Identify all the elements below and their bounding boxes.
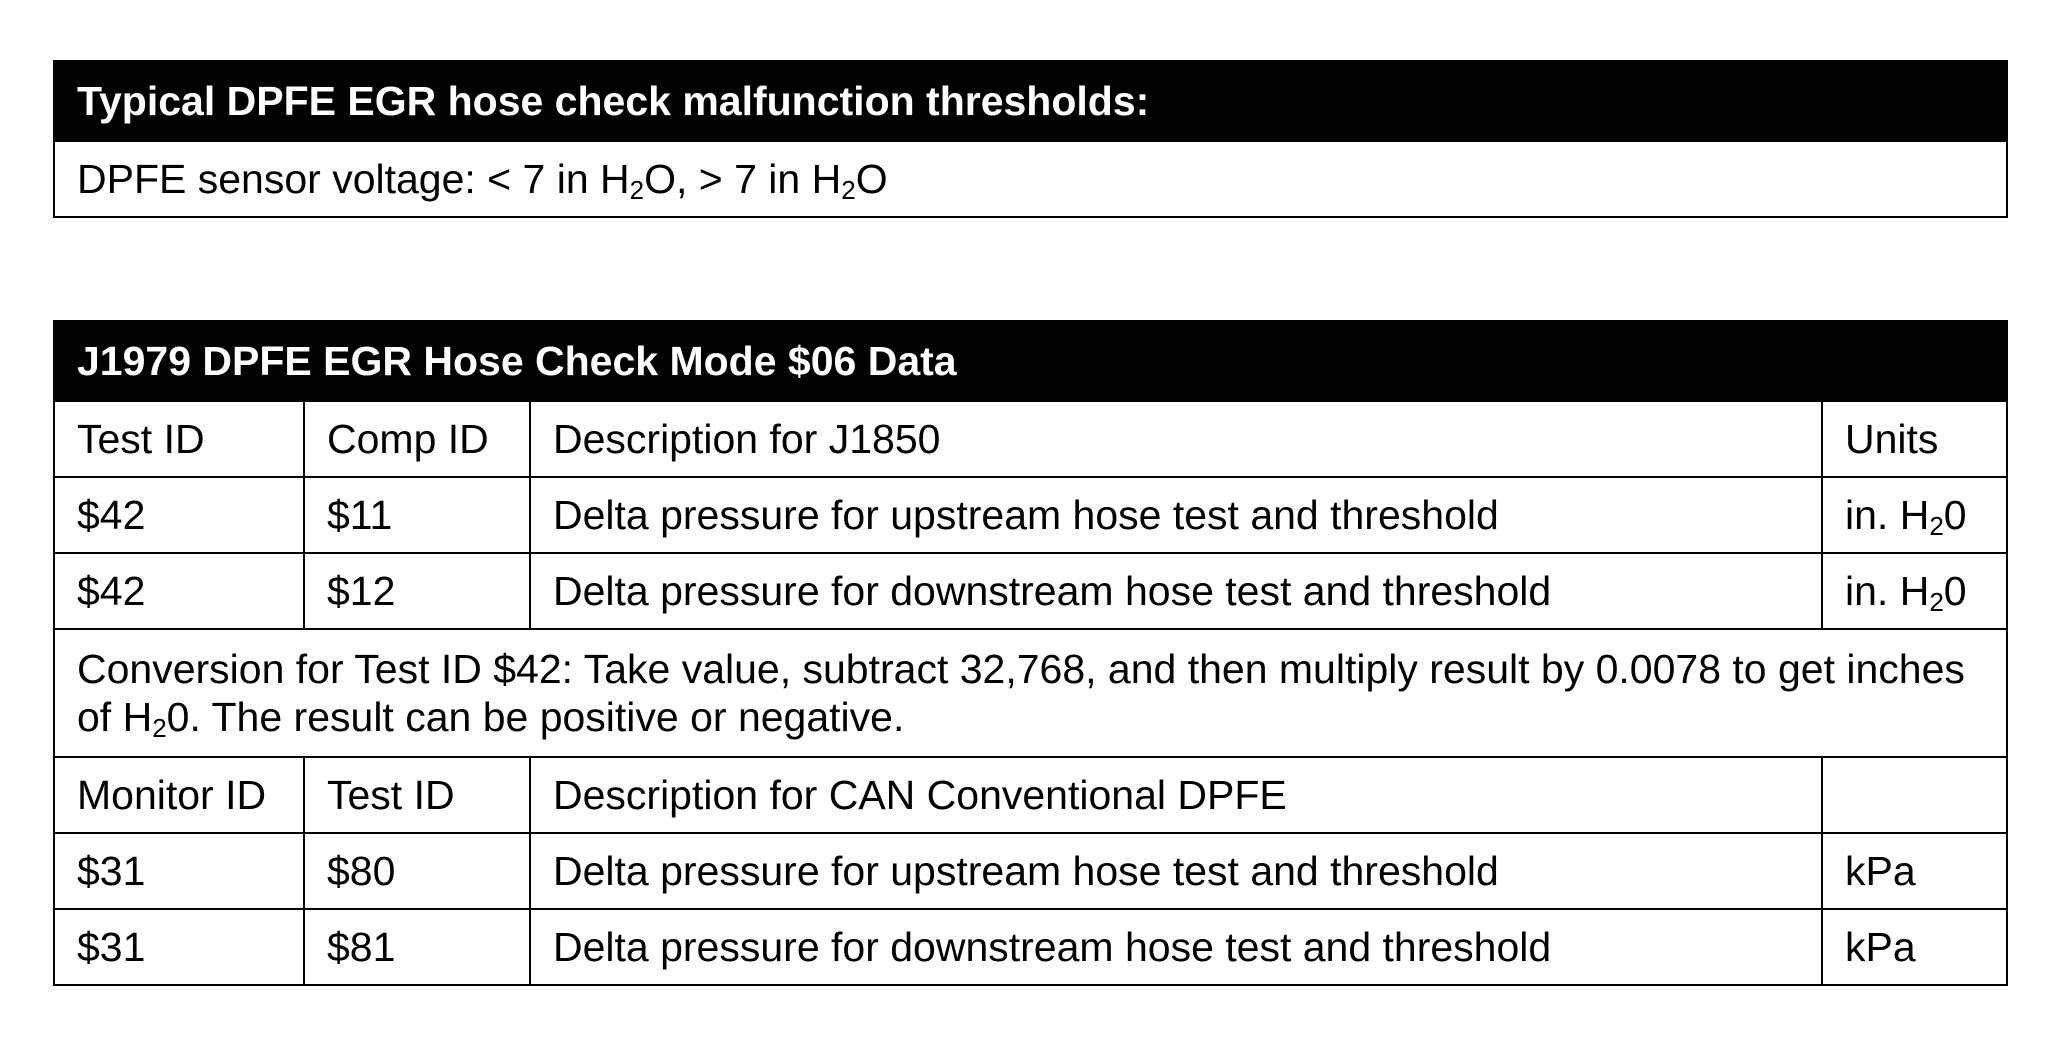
column-header [1822,757,2007,833]
test-id-cell: $42 [54,553,304,629]
j1850-header-row [54,401,2007,477]
units-cell: in. $H_20$ [1822,477,2007,553]
units-cell: in. $H_20$ [1822,553,2007,629]
can-header-row [54,757,2007,833]
comp-id-cell: $12 [304,553,530,629]
test-id-cell: $42 [54,477,304,553]
column-header: Units [1822,401,2007,477]
monitor-id-cell: $31 [54,833,304,909]
conversion-note: Conversion for Test ID $42: Take value, subtract 32,768, and then multiply result by 0.0078 to get inches of $H_20$. The result can be positive or negative. [54,629,2007,757]
thresholds-table [53,60,2008,218]
mode06-table [53,320,2008,986]
conversion-note-row [54,629,2007,757]
column-header: Test ID [54,401,304,477]
mode06-title: J1979 DPFE EGR Hose Check Mode $06 Data [54,321,2007,401]
table-row [54,553,2007,629]
column-header: Test ID [304,757,530,833]
column-header: Comp ID [304,401,530,477]
units-cell: kPa [1822,833,2007,909]
description-cell: Delta pressure for upstream hose test and threshold [530,477,1822,553]
description-cell: Delta pressure for upstream hose test and threshold [530,833,1822,909]
test-id-cell: $80 [304,833,530,909]
table-row [54,833,2007,909]
sensor-voltage-threshold: DPFE sensor voltage: < 7 in $H_2O$, > 7 in $H_2O$ [54,141,2007,217]
units-cell: kPa [1822,909,2007,985]
test-id-cell: $81 [304,909,530,985]
thresholds-title: Typical DPFE EGR hose check malfunction thresholds: [54,61,2007,141]
monitor-id-cell: $31 [54,909,304,985]
table-row [54,909,2007,985]
comp-id-cell: $11 [304,477,530,553]
column-header: Description for CAN Conventional DPFE [530,757,1822,833]
column-header: Monitor ID [54,757,304,833]
column-header: Description for J1850 [530,401,1822,477]
description-cell: Delta pressure for downstream hose test and threshold [530,909,1822,985]
table-row [54,477,2007,553]
description-cell: Delta pressure for downstream hose test and threshold [530,553,1822,629]
